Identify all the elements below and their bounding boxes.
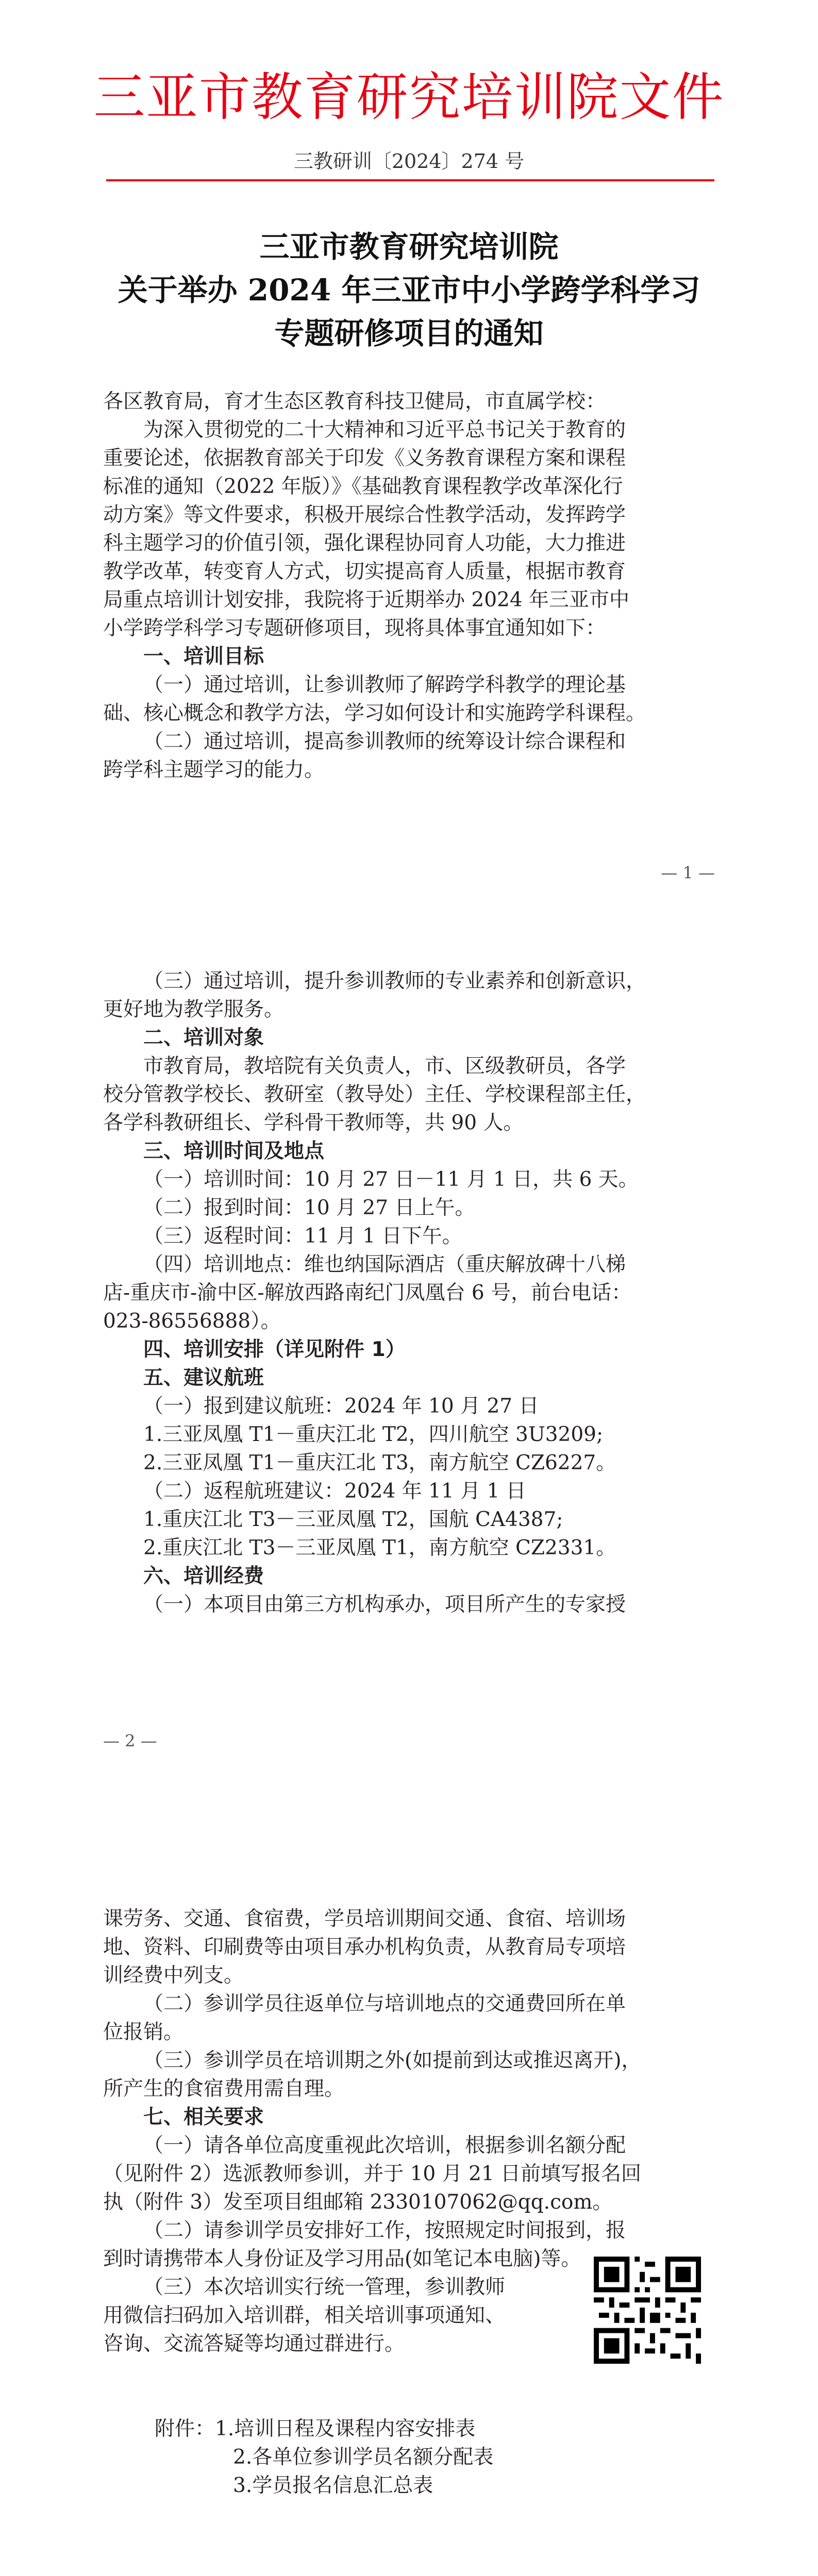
attachment-item: 2.各单位参训学员名额分配表 xyxy=(233,2446,494,2469)
attachment-item: 1.培训日程及课程内容安排表 xyxy=(215,2417,476,2441)
body-line: 位报销。 xyxy=(103,2021,184,2044)
body-line: 教学改革，转变育人方式，切实提高育人质量，根据市教育 xyxy=(103,560,626,583)
body-line: （三）返程时间：11 月 1 日下午。 xyxy=(143,1225,462,1248)
attachment-item: 3.学员报名信息汇总表 xyxy=(233,2474,433,2497)
page-3 xyxy=(0,1896,818,2576)
body-line: 023-86556888）。 xyxy=(103,1310,281,1333)
body-line: 咨询、交流答疑等均通过群进行。 xyxy=(103,2332,405,2355)
body-line: 2.三亚凤凰 T1－重庆江北 T3，南方航空 CZ6227。 xyxy=(143,1451,616,1475)
doc-title-line1: 三亚市教育研究培训院 xyxy=(259,229,559,264)
body-line: （一）通过培训，让参训教师了解跨学科教学的理论基 xyxy=(143,673,626,697)
body-line: 科主题学习的价值引领，强化课程协同育人功能，大力推进 xyxy=(103,532,626,555)
red-divider xyxy=(106,179,714,181)
body-line: 训经费中列支。 xyxy=(103,1964,244,1987)
page-number: — 2 — xyxy=(103,1731,157,1751)
body-line: 局重点培训计划安排，我院将于近期举办 2024 年三亚市中 xyxy=(103,588,630,612)
body-line: （一）培训时间：10 月 27 日－11 月 1 日，共 6 天。 xyxy=(143,1168,639,1191)
body-line: （二）参训学员往返单位与培训地点的交通费回所在单 xyxy=(143,1992,626,2015)
doc-title-line2: 关于举办 2024 年三亚市中小学跨学科学习 xyxy=(118,273,700,308)
body-line: （一）本项目由第三方机构承办，项目所产生的专家授 xyxy=(143,1593,626,1616)
body-line: 小学跨学科学习专题研修项目，现将具体事宜通知如下： xyxy=(103,617,606,640)
red-header-title: 三亚市教育研究培训院文件 xyxy=(93,67,725,127)
body-line: 地、资料、印刷费等由项目承办机构负责，从教育局专项培 xyxy=(103,1936,626,1959)
wechat-qr-code xyxy=(594,2257,701,2364)
body-line: （见附件 2）选派教师参训，并于 10 月 21 日前填写报名回 xyxy=(103,2162,642,2185)
section-heading: 二、培训对象 xyxy=(143,1026,264,1049)
body-line: 础、核心概念和教学方法，学习如何设计和实施跨学科课程。 xyxy=(103,702,646,725)
body-line: （一）请各单位高度重视此次培训，根据参训名额分配 xyxy=(143,2134,626,2157)
section-heading: 七、相关要求 xyxy=(143,2106,264,2129)
page-2 xyxy=(0,948,818,1896)
body-line: （三）通过培训，提升参训教师的专业素养和创新意识， xyxy=(143,970,646,993)
body-line: 动方案》等文件要求，积极开展综合性教学活动，发挥跨学 xyxy=(103,503,626,527)
body-line: （二）报到时间：10 月 27 日上午。 xyxy=(143,1196,475,1219)
document-number: 三教研训〔2024〕274 号 xyxy=(293,150,525,173)
body-line: 2.重庆江北 T3－三亚凤凰 T1，南方航空 CZ2331。 xyxy=(143,1536,616,1560)
section-heading: 四、培训安排（详见附件 1） xyxy=(143,1338,406,1361)
page-1 xyxy=(0,0,818,948)
body-line: （二）通过培训，提高参训教师的统筹设计综合课程和 xyxy=(143,730,626,753)
body-line: 校分管教学校长、教研室（教导处）主任、学校课程部主任， xyxy=(103,1083,646,1106)
section-heading: 三、培训时间及地点 xyxy=(143,1140,325,1163)
body-line: 到时请携带本人身份证及学习用品(如笔记本电脑)等。 xyxy=(103,2247,581,2270)
body-line: 重要论述，依据教育部关于印发《义务教育课程方案和课程 xyxy=(103,447,626,470)
body-line: 1.重庆江北 T3－三亚凤凰 T2，国航 CA4387; xyxy=(143,1508,563,1531)
body-line: 所产生的食宿费用需自理。 xyxy=(103,2077,345,2100)
body-line: （三）本次培训实行统一管理，参训教师 xyxy=(143,2276,506,2299)
body-line: （三）参训学员在培训期之外(如提前到达或推迟离开)， xyxy=(143,2049,642,2072)
body-line: 各学科教研组长、学科骨干教师等，共 90 人。 xyxy=(103,1111,524,1134)
qr-code-icon xyxy=(594,2257,701,2364)
body-line: 市教育局，教培院有关负责人，市、区级教研员，各学 xyxy=(143,1055,626,1078)
body-line: （四）培训地点：维也纳国际酒店（重庆解放碑十八梯 xyxy=(143,1253,626,1276)
body-line: 跨学科主题学习的能力。 xyxy=(103,758,325,782)
section-heading: 五、建议航班 xyxy=(143,1366,264,1389)
body-line: 店-重庆市-渝中区-解放西路南纪门凤凰台 6 号，前台电话： xyxy=(103,1281,632,1304)
salutation: 各区教育局，育才生态区教育科技卫健局，市直属学校： xyxy=(103,390,606,413)
page-number: — 1 — xyxy=(661,863,715,883)
body-line: 用微信扫码加入培训群，相关培训事项通知、 xyxy=(103,2304,506,2327)
section-heading: 六、培训经费 xyxy=(143,1565,264,1588)
body-line: （二）返程航班建议：2024 年 11 月 1 日 xyxy=(143,1480,526,1503)
doc-title-line3: 专题研修项目的通知 xyxy=(274,316,544,351)
body-line: 课劳务、交通、食宿费，学员培训期间交通、食宿、培训场 xyxy=(103,1907,626,1930)
body-line: 1.三亚凤凰 T1－重庆江北 T2，四川航空 3U3209; xyxy=(143,1423,604,1446)
body-line: （一）报到建议航班：2024 年 10 月 27 日 xyxy=(143,1395,539,1418)
body-line: 标准的通知（2022 年版）》《基础教育课程教学改革深化行 xyxy=(103,475,623,498)
attachments-label: 附件：1.培训日程及课程内容安排表 xyxy=(155,2417,476,2441)
body-line: 为深入贯彻党的二十大精神和习近平总书记关于教育的 xyxy=(143,418,626,442)
body-line: 执（附件 3）发至项目组邮箱 2330107062@qq.com。 xyxy=(103,2191,613,2214)
body-line: 更好地为教学服务。 xyxy=(103,998,285,1021)
body-line: （二）请参训学员安排好工作，按照规定时间报到，报 xyxy=(143,2219,626,2242)
section-heading: 一、培训目标 xyxy=(143,645,264,668)
